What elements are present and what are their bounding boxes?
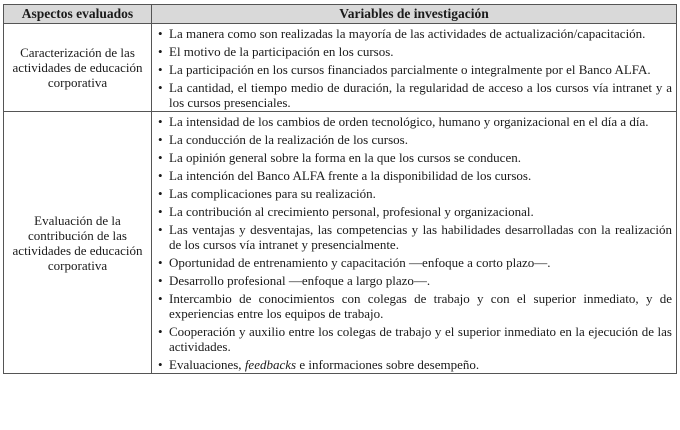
list-item: • Oportunidad de entrenamiento y capacitación —enfoque a corto plazo—. xyxy=(158,255,551,270)
bullet-icon: • xyxy=(158,357,163,372)
list-item: • La intención del Banco ALFA frente a la disponibilidad de los cursos. xyxy=(158,168,532,183)
research-variables-table xyxy=(3,4,677,374)
bullet-icon: • xyxy=(158,204,163,219)
bullet-icon: • xyxy=(158,222,163,237)
bullet-icon: • xyxy=(158,62,163,77)
list-item: • El motivo de la participación en los cursos. xyxy=(158,44,394,59)
list-item: • La manera como son realizadas la mayoría de las actividades de actualización/capacitación. xyxy=(158,26,646,41)
bullet-icon: • xyxy=(158,273,163,288)
bullet-icon: • xyxy=(158,44,163,59)
header-aspects: Aspectos evaluados xyxy=(4,5,152,24)
variables-list xyxy=(158,26,672,110)
bullet-icon: • xyxy=(158,168,163,183)
bullet-icon: • xyxy=(158,80,163,95)
bullet-icon: • xyxy=(158,26,163,41)
list-item: • La opinión general sobre la forma en la que los cursos se conducen. xyxy=(158,150,521,165)
list-item: • Las ventajas y desventajas, las competencias y las habilidades desarrolladas con la realización de los cursos vía intranet y presencialmente. xyxy=(158,222,672,252)
list-item: • La contribución al crecimiento personal, profesional y organizacional. xyxy=(158,204,534,219)
bullet-icon: • xyxy=(158,324,163,339)
list-item: • Desarrollo profesional —enfoque a largo plazo—. xyxy=(158,273,431,288)
list-item: • La intensidad de los cambios de orden tecnológico, humano y organizacional en el día a día. xyxy=(158,114,649,129)
header-variables: Variables de investigación xyxy=(152,5,677,24)
variables-cell xyxy=(152,24,677,112)
list-item: • Intercambio de conocimientos con colegas de trabajo y con el superior inmediato, y de experiencias entre los equipos de trabajo. xyxy=(158,291,672,321)
bullet-icon: • xyxy=(158,114,163,129)
list-item: • Cooperación y auxilio entre los colegas de trabajo y el superior inmediato en la ejecución de las actividades. xyxy=(158,324,672,354)
aspect-characterization: Caracterización de las actividades de educación corporativa xyxy=(4,24,152,112)
aspect-evaluation: Evaluación de la contribución de las actividades de educación corporativa xyxy=(4,112,152,374)
list-item: • La conducción de la realización de los cursos. xyxy=(158,132,408,147)
table-header-row xyxy=(4,5,677,24)
list-item: • Evaluaciones, feedbacks e informaciones sobre desempeño. xyxy=(158,357,480,372)
variables-list xyxy=(158,114,672,372)
bullet-icon: • xyxy=(158,150,163,165)
list-item: • Las complicaciones para su realización. xyxy=(158,186,376,201)
bullet-icon: • xyxy=(158,186,163,201)
table-row xyxy=(4,24,677,112)
bullet-icon: • xyxy=(158,255,163,270)
bullet-icon: • xyxy=(158,132,163,147)
table-row xyxy=(4,112,677,374)
variables-cell xyxy=(152,112,677,374)
list-item: • La cantidad, el tiempo medio de duración, la regularidad de acceso a los cursos vía intranet y a los cursos presenciales. xyxy=(158,80,672,110)
bullet-icon: • xyxy=(158,291,163,306)
list-item: • La participación en los cursos financiados parcialmente o integralmente por el Banco ALFA. xyxy=(158,62,651,77)
